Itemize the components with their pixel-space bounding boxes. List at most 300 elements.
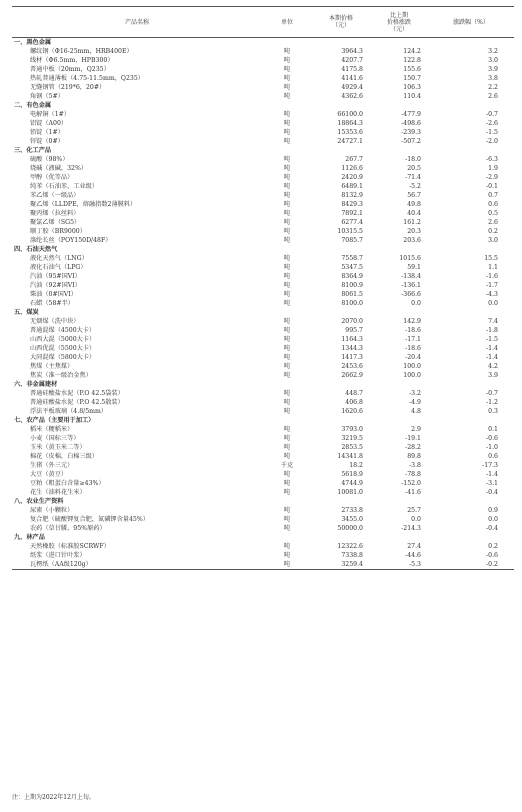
change-cell: -18.6 (405, 345, 421, 352)
percent-cell: 2.2 (488, 84, 498, 91)
category-title: 四、石油天然气 (14, 246, 58, 253)
unit-cell: 吨 (283, 84, 291, 91)
percent-cell: -1.5 (486, 336, 498, 343)
category-title: 五、煤炭 (14, 309, 39, 316)
unit-cell: 吨 (283, 93, 291, 100)
table-row (12, 92, 514, 101)
table-row (12, 515, 514, 524)
product-name-cell: 纸浆（进口针叶浆） (30, 552, 86, 559)
percent-cell: -0.6 (486, 552, 498, 559)
product-name-cell: 柴油（0#国VI） (30, 291, 77, 298)
price-cell: 4929.4 (341, 84, 363, 91)
table-row (12, 191, 514, 200)
change-cell: -4.9 (409, 399, 421, 406)
unit-cell: 吨 (283, 201, 291, 208)
unit-cell: 吨 (283, 336, 291, 343)
percent-cell: -3.1 (486, 480, 498, 487)
price-cell: 3964.3 (341, 48, 363, 55)
product-name-cell: 无烟煤（洗中块） (30, 318, 80, 325)
category-row (12, 308, 514, 317)
percent-cell: -2.9 (486, 174, 498, 181)
table-row (12, 119, 514, 128)
table-row (12, 443, 514, 452)
unit-cell: 吨 (283, 399, 291, 406)
change-cell: 25.7 (407, 507, 421, 514)
product-name-cell: 硫酸（98%） (30, 156, 69, 163)
percent-cell: 3.9 (488, 372, 498, 379)
change-cell: -19.1 (405, 435, 421, 442)
change-cell: 122.8 (403, 57, 421, 64)
price-cell: 4362.6 (341, 93, 363, 100)
unit-cell: 吨 (283, 444, 291, 451)
table-row (12, 299, 514, 308)
unit-cell: 吨 (283, 219, 291, 226)
table-row (12, 236, 514, 245)
percent-cell: -1.2 (486, 399, 498, 406)
change-cell: -3.8 (409, 462, 421, 469)
price-cell: 1164.3 (341, 336, 363, 343)
unit-cell: 吨 (283, 282, 291, 289)
price-cell: 3259.4 (312, 560, 370, 570)
price-cell: 8100.0 (341, 300, 363, 307)
percent-cell: -1.8 (486, 327, 498, 334)
change-cell: 2.9 (411, 426, 421, 433)
table-row (12, 56, 514, 65)
unit-cell: 吨 (283, 48, 291, 55)
table-row (12, 524, 514, 533)
change-cell: 106.3 (403, 84, 421, 91)
percent-cell: -2.0 (486, 138, 498, 145)
change-cell: 161.2 (403, 219, 421, 226)
product-name-cell: 浮法平板玻璃（4.8/5mm） (30, 408, 108, 415)
unit-cell: 吨 (283, 408, 291, 415)
change-cell: 0.0 (411, 300, 421, 307)
unit-cell: 吨 (283, 138, 291, 145)
percent-cell: -0.2 (428, 560, 514, 570)
unit-cell: 吨 (283, 372, 291, 379)
unit-cell: 吨 (283, 174, 291, 181)
unit-cell: 吨 (283, 156, 291, 163)
percent-cell: 0.3 (488, 408, 498, 415)
percent-cell: 7.4 (488, 318, 498, 325)
product-name-cell: 汽油（95#国VI） (30, 273, 81, 280)
category-row (12, 146, 514, 155)
unit-cell: 吨 (283, 354, 291, 361)
percent-cell: -0.7 (486, 111, 498, 118)
table-row (12, 209, 514, 218)
product-name-cell: 普通硅酸盐水泥（P.O 42.5袋装） (30, 390, 124, 397)
price-cell: 15353.6 (337, 129, 363, 136)
unit-cell: 吨 (283, 66, 291, 73)
product-name-cell: 普通混煤（4500大卡） (30, 327, 96, 334)
price-cell: 4141.6 (341, 75, 363, 82)
product-name-cell: 角钢（5#） (30, 93, 64, 100)
unit-cell: 吨 (283, 129, 291, 136)
table-row (12, 137, 514, 146)
price-cell: 2070.0 (341, 318, 363, 325)
table-row (12, 272, 514, 281)
price-cell: 2420.9 (341, 174, 363, 181)
change-cell: -152.0 (401, 480, 421, 487)
category-title: 一、黑色金属 (14, 39, 52, 46)
category-row (12, 533, 514, 542)
product-name-cell: 聚乙烯（LLDPE，熔融指数2薄膜料） (30, 201, 137, 208)
percent-cell: 2.6 (488, 93, 498, 100)
percent-cell: -1.0 (486, 444, 498, 451)
price-cell: 8100.9 (341, 282, 363, 289)
change-cell: -44.6 (405, 552, 421, 559)
table-row (12, 389, 514, 398)
category-title: 八、农业生产资料 (14, 498, 64, 505)
unit-cell: 吨 (283, 471, 291, 478)
product-name-cell: 线材（Φ6.5mm，HPB300） (30, 57, 114, 64)
table-row (12, 164, 514, 173)
unit-cell: 吨 (283, 57, 291, 64)
table-row (12, 281, 514, 290)
change-cell: 20.3 (407, 228, 421, 235)
change-cell: 27.4 (407, 543, 421, 550)
product-name-cell: 瓦楞纸（AA级120g） (12, 560, 262, 570)
product-name-cell: 山西优混（5500大卡） (30, 345, 96, 352)
product-name-cell: 普通硅酸盐水泥（P.O 42.5散装） (30, 399, 124, 406)
product-name-cell: 聚氯乙烯（SG5） (30, 219, 81, 226)
percent-cell: -6.3 (486, 156, 498, 163)
product-name-cell: 生猪（外三元） (30, 462, 74, 469)
category-row (12, 380, 514, 389)
percent-cell: -0.4 (486, 489, 498, 496)
unit-cell: 吨 (283, 516, 291, 523)
price-cell: 8061.5 (341, 291, 363, 298)
category-title: 六、非金属建材 (14, 381, 58, 388)
change-cell: 59.1 (407, 264, 421, 271)
percent-cell: 0.5 (488, 210, 498, 217)
price-cell: 7892.1 (341, 210, 363, 217)
unit-cell: 吨 (283, 507, 291, 514)
price-cell: 406.8 (345, 399, 363, 406)
percent-cell: -1.6 (486, 273, 498, 280)
change-cell: 142.9 (403, 318, 421, 325)
product-name-cell: 玉米（黄玉米二等） (30, 444, 86, 451)
price-cell: 24727.1 (337, 138, 363, 145)
product-name-cell: 聚丙烯（拉丝料） (30, 210, 80, 217)
change-cell: 100.0 (403, 372, 421, 379)
price-cell: 8132.9 (341, 192, 363, 199)
change-cell: 150.7 (403, 75, 421, 82)
table-row (12, 434, 514, 443)
price-cell: 1344.3 (341, 345, 363, 352)
percent-cell: -0.4 (486, 525, 498, 532)
unit-cell: 吨 (283, 228, 291, 235)
change-cell: 0.0 (411, 516, 421, 523)
change-cell: 56.7 (407, 192, 421, 199)
change-cell: -507.2 (401, 138, 421, 145)
unit-cell: 吨 (283, 111, 291, 118)
table-row (12, 344, 514, 353)
unit-cell: 吨 (283, 75, 291, 82)
unit-cell: 吨 (283, 525, 291, 532)
change-cell: -20.4 (405, 354, 421, 361)
unit-cell: 吨 (283, 273, 291, 280)
product-name-cell: 无缝钢管（219*6，20#） (30, 84, 106, 91)
percent-cell: -1.4 (486, 471, 498, 478)
price-cell: 6489.1 (341, 183, 363, 190)
table-row (12, 263, 514, 272)
category-title: 二、有色金属 (14, 102, 52, 109)
product-name-cell: 小麦（国标三等） (30, 435, 80, 442)
change-cell: -366.6 (401, 291, 421, 298)
percent-cell: 3.9 (488, 66, 498, 73)
product-name-cell: 螺纹钢（Φ16-25mm，HRB400E） (30, 48, 133, 55)
unit-cell: 吨 (283, 192, 291, 199)
percent-cell: 1.1 (488, 264, 498, 271)
table-row (12, 398, 514, 407)
unit-cell: 吨 (262, 560, 312, 570)
product-name-cell: 锌锭（0#） (30, 138, 64, 145)
price-cell: 3455.0 (341, 516, 363, 523)
percent-cell: -1.4 (486, 354, 498, 361)
percent-cell: 3.8 (488, 75, 498, 82)
product-name-cell: 液化天然气（LNG） (30, 255, 88, 262)
product-name-cell: 豆粕（粗蛋白含量≥43%） (30, 480, 105, 487)
table-row (12, 353, 514, 362)
price-cell: 12322.6 (337, 543, 363, 550)
product-name-cell: 花生（油料花生米） (30, 489, 86, 496)
table-body (12, 38, 514, 570)
product-name-cell: 尿素（小颗粒） (30, 507, 74, 514)
price-cell: 10315.5 (337, 228, 363, 235)
price-cell: 14341.8 (337, 453, 363, 460)
change-cell: 1015.6 (399, 255, 421, 262)
price-cell: 6277.4 (341, 219, 363, 226)
category-row (12, 101, 514, 110)
unit-cell: 吨 (283, 165, 291, 172)
product-name-cell: 顺丁胶（BR9000） (30, 228, 86, 235)
percent-cell: 3.0 (488, 57, 498, 64)
table-row (12, 425, 514, 434)
unit-cell: 千克 (280, 462, 294, 469)
category-row (12, 38, 514, 48)
change-cell: -18.6 (405, 327, 421, 334)
table-row (12, 317, 514, 326)
percent-cell: 3.2 (488, 48, 498, 55)
percent-cell: 0.2 (488, 228, 498, 235)
price-cell: 10081.0 (337, 489, 363, 496)
percent-cell: 0.2 (488, 543, 498, 550)
percent-cell: 0.0 (488, 300, 498, 307)
change-cell: -239.3 (401, 129, 421, 136)
change-cell: 110.4 (403, 93, 421, 100)
product-name-cell: 液化石油气（LPG） (30, 264, 87, 271)
change-cell: -5.3 (370, 560, 428, 570)
price-cell: 4207.7 (341, 57, 363, 64)
price-cell: 50000.0 (337, 525, 363, 532)
table-row (12, 155, 514, 164)
table-row (12, 407, 514, 416)
price-cell: 1126.6 (341, 165, 363, 172)
percent-cell: -1.4 (486, 345, 498, 352)
table-row (12, 128, 514, 137)
category-row (12, 497, 514, 506)
product-name-cell: 大同混煤（5800大卡） (30, 354, 96, 361)
unit-cell: 吨 (283, 363, 291, 370)
change-cell: -3.2 (409, 390, 421, 397)
product-name-cell: 烧碱（液碱，32%） (30, 165, 88, 172)
price-cell: 2853.5 (341, 444, 363, 451)
product-name-cell: 电解铜（1#） (30, 111, 71, 118)
table-row (12, 506, 514, 515)
percent-cell: 0.6 (488, 201, 498, 208)
change-cell: -78.8 (405, 471, 421, 478)
change-cell: -28.2 (405, 444, 421, 451)
change-cell: 203.6 (403, 237, 421, 244)
table-row (12, 173, 514, 182)
price-cell: 18864.3 (337, 120, 363, 127)
price-cell: 5618.9 (341, 471, 363, 478)
product-name-cell: 石蜡（58#半） (30, 300, 74, 307)
unit-cell: 吨 (283, 318, 291, 325)
percent-cell: 0.1 (488, 426, 498, 433)
unit-cell: 吨 (283, 120, 291, 127)
percent-cell: -1.7 (486, 282, 498, 289)
product-name-cell: 铝锭（A00） (30, 120, 68, 127)
percent-cell: -2.6 (486, 120, 498, 127)
footnote: 注：上期为2022年12月上旬。 (12, 794, 95, 801)
table-row (12, 290, 514, 299)
table-row (12, 461, 514, 470)
table-row (12, 551, 514, 560)
change-cell: 49.8 (407, 201, 421, 208)
change-cell: 20.5 (407, 165, 421, 172)
change-cell: -136.1 (401, 282, 421, 289)
table-row (12, 470, 514, 479)
percent-cell: -0.6 (486, 435, 498, 442)
price-cell: 448.7 (345, 390, 363, 397)
change-cell: -5.2 (409, 183, 421, 190)
unit-cell: 吨 (283, 552, 291, 559)
percent-cell: -4.3 (486, 291, 498, 298)
product-name-cell: 铅锭（1#） (30, 129, 64, 136)
table-row (12, 542, 514, 551)
table-row (12, 362, 514, 371)
unit-cell: 吨 (283, 345, 291, 352)
table-row (12, 335, 514, 344)
unit-cell: 吨 (283, 426, 291, 433)
percent-cell: -1.5 (486, 129, 498, 136)
product-name-cell: 焦煤（主焦煤） (30, 363, 74, 370)
header-unit: 单位 (262, 7, 312, 38)
percent-cell: 0.6 (488, 453, 498, 460)
change-cell: 155.6 (403, 66, 421, 73)
table-row (12, 227, 514, 236)
product-name-cell: 涤纶长丝（POY150D/48F） (30, 237, 112, 244)
price-cell: 1417.3 (341, 354, 363, 361)
header-change-percent: 涨跌幅（%） (428, 7, 514, 38)
product-name-cell: 山西大混（5000大卡） (30, 336, 96, 343)
table-row (12, 479, 514, 488)
table-row (12, 452, 514, 461)
change-cell: -498.6 (401, 120, 421, 127)
percent-cell: -17.3 (482, 462, 498, 469)
table-row (12, 371, 514, 380)
product-name-cell: 复合肥（硫酸钾复合肥，氮磷钾含量45%） (30, 516, 149, 523)
table-row (12, 218, 514, 227)
product-name-cell: 稻米（粳稻米） (30, 426, 74, 433)
product-name-cell: 纯苯（石油苯，工业级） (30, 183, 99, 190)
price-cell: 7085.7 (341, 237, 363, 244)
price-cell: 4744.9 (341, 480, 363, 487)
change-cell: -138.4 (401, 273, 421, 280)
price-cell: 66100.0 (337, 111, 363, 118)
product-name-cell: 天然橡胶（标准胶SCRWF） (30, 543, 110, 550)
unit-cell: 吨 (283, 435, 291, 442)
table-row (12, 326, 514, 335)
change-cell: 40.4 (407, 210, 421, 217)
unit-cell: 吨 (283, 237, 291, 244)
price-cell: 2662.9 (341, 372, 363, 379)
unit-cell: 吨 (283, 291, 291, 298)
price-cell: 4175.8 (341, 66, 363, 73)
header-price-change: 比上期 价格涨跌 （元） (370, 7, 428, 38)
change-cell: 100.0 (403, 363, 421, 370)
price-cell: 3793.0 (341, 426, 363, 433)
price-cell: 5347.5 (341, 264, 363, 271)
unit-cell: 吨 (283, 210, 291, 217)
product-name-cell: 棉花（皮棉，白棉三级） (30, 453, 99, 460)
product-name-cell: 汽油（92#国VI） (30, 282, 81, 289)
percent-cell: 4.2 (488, 363, 498, 370)
price-cell: 18.2 (349, 462, 363, 469)
percent-cell: 15.5 (484, 255, 498, 262)
change-cell: 4.8 (411, 408, 421, 415)
price-cell: 7558.7 (341, 255, 363, 262)
percent-cell: 3.0 (488, 237, 498, 244)
product-name-cell: 农药（草甘膦，95%原药） (30, 525, 106, 532)
table-row (12, 200, 514, 209)
unit-cell: 吨 (283, 489, 291, 496)
table-row (12, 560, 514, 570)
product-name-cell: 焦炭（准一级冶金焦） (30, 372, 92, 379)
change-cell: -214.3 (401, 525, 421, 532)
table-row (12, 110, 514, 119)
table-header (12, 7, 514, 38)
percent-cell: 1.9 (488, 165, 498, 172)
product-name-cell: 热轧普通薄板（4.75-11.5mm，Q235） (30, 75, 144, 82)
product-name-cell: 甲醇（优等品） (30, 174, 74, 181)
price-cell: 8429.3 (341, 201, 363, 208)
unit-cell: 吨 (283, 480, 291, 487)
price-cell: 995.7 (345, 327, 363, 334)
change-cell: -17.1 (405, 336, 421, 343)
table-row (12, 254, 514, 263)
price-table (12, 6, 514, 570)
price-cell: 267.7 (345, 156, 363, 163)
unit-cell: 吨 (283, 543, 291, 550)
price-cell: 3219.5 (341, 435, 363, 442)
change-cell: -71.4 (405, 174, 421, 181)
price-cell: 1620.6 (341, 408, 363, 415)
price-cell: 2453.6 (341, 363, 363, 370)
table-row (12, 488, 514, 497)
header-product-name: 产品名称 (12, 7, 262, 38)
product-name-cell: 普通中板（20mm，Q235） (30, 66, 110, 73)
product-name-cell: 大豆（黄豆） (30, 471, 68, 478)
change-cell: -477.9 (401, 111, 421, 118)
table-row (12, 65, 514, 74)
price-cell: 8364.9 (341, 273, 363, 280)
category-row (12, 416, 514, 425)
price-cell: 2733.8 (341, 507, 363, 514)
unit-cell: 吨 (283, 183, 291, 190)
